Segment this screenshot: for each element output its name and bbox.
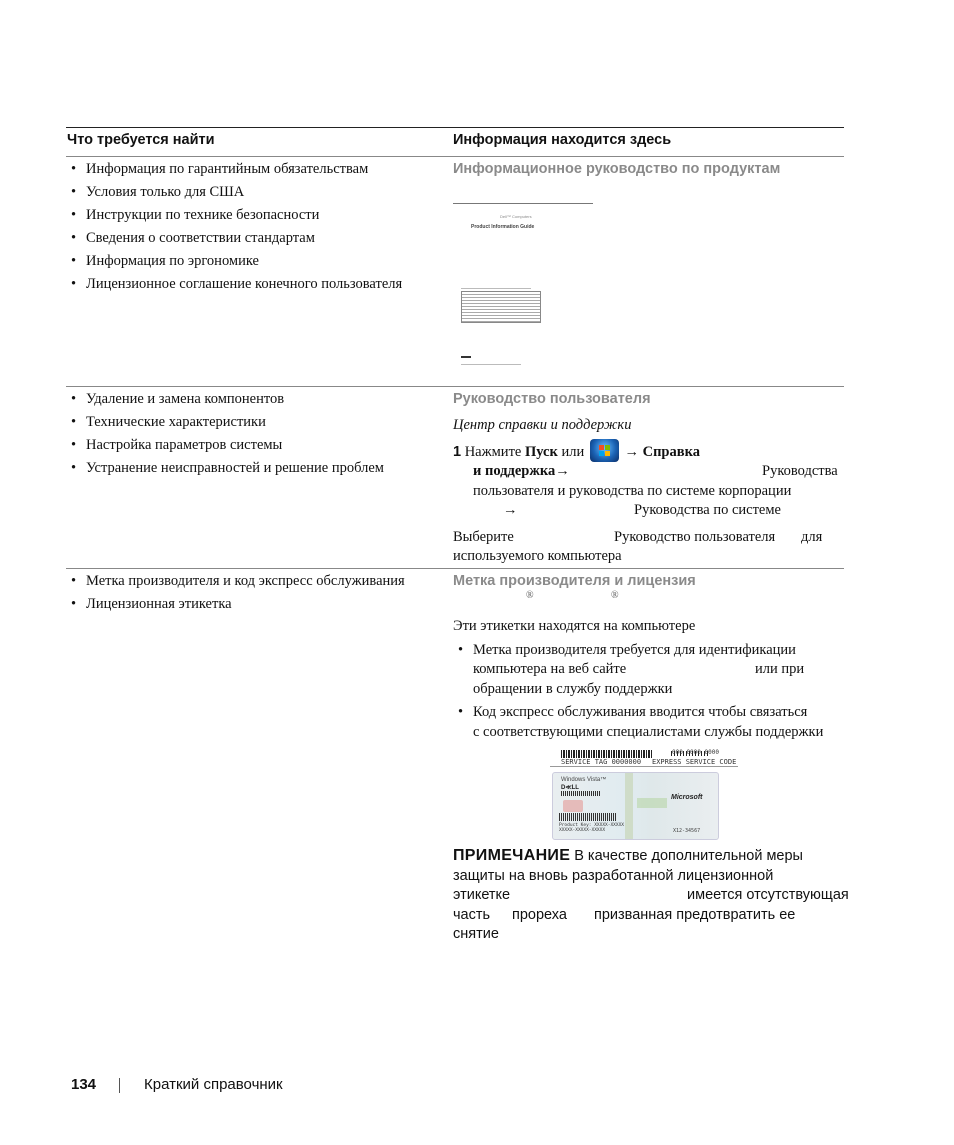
help-center-subtitle: Центр справки и поддержки: [453, 417, 632, 433]
step-1: 1 Нажмите Пуск или → Справка: [453, 439, 844, 463]
guide-brand: Dell™ Computers: [500, 214, 532, 219]
list-item: • Инструкции по технике безопасности: [66, 204, 438, 227]
list-item: • Метка производителя и код экспресс обслуживания: [66, 570, 438, 593]
list-item: • Настройка параметров системы: [66, 434, 438, 457]
product-info-guide-title: Информационное руководство по продуктам: [453, 161, 781, 177]
list-item: • Код экспресс обслуживания вводится чтобы связаться с соответствующими специалистами службы поддержки: [453, 703, 844, 742]
barcode-icon: [559, 813, 617, 821]
note-block: ПРИМЕЧАНИЕ В качестве дополнительной меры защиты на вновь разработанной лицензионной этикетке имеется отсутствующая часть прореха призванная предотвратить ее снятие: [453, 847, 849, 942]
guide-title: Product Information Guide: [471, 224, 535, 230]
list-item: • Технические характеристики: [66, 411, 438, 434]
barcode-icon: [561, 750, 653, 758]
labels-location-text: Эти этикетки находятся на компьютере: [453, 618, 696, 634]
footer-divider: [119, 1078, 120, 1093]
row1-list: [66, 158, 438, 296]
table-header: [66, 127, 844, 157]
page-footer: [71, 1076, 283, 1093]
barcode-icon: [561, 791, 601, 796]
header-where-to-find: Информация находится здесь: [453, 132, 672, 148]
list-item: • Сведения о соответствии стандартам: [66, 227, 438, 250]
list-item: • Устранение неисправностей и решение проблем: [66, 457, 438, 480]
list-item: • Метка производителя требуется для идентификации компьютера на веб сайте или при обращении в службу поддержки: [453, 641, 844, 700]
windows-start-icon[interactable]: [590, 439, 619, 462]
product-guide-image: [453, 203, 593, 376]
table-row: [66, 157, 844, 387]
list-item: • Лицензионное соглашение конечного пользователя: [66, 273, 438, 296]
user-guide-title: Руководство пользователя: [453, 391, 651, 407]
list-item: • Условия только для США: [66, 181, 438, 204]
microsoft-logo: Microsoft: [671, 794, 703, 801]
list-item: • Информация по эргономике: [66, 250, 438, 273]
row3-bullets: [453, 641, 844, 743]
page-number: 134: [71, 1076, 97, 1093]
service-tag-label: 000 0000 0000 SERVICE TAG 0000000 EXPRESS SERVICE CODE: [550, 750, 738, 767]
step-1-cont: и поддержка→ Руководства: [473, 463, 838, 479]
table-row: • Удаление и замена компонентов • Технические характеристики • Настройка параметров системы • Устранение неисправностей и решение проблем Руководство пользователя Центр справки и поддержки 1 Нажмите Пуск или → Справка и поддержка→ Руководства пользователя и руководства по системе корпорации → Руководства по системе Выберите Руководство пользователя для используемого компьютера: [66, 387, 844, 569]
service-tag-license-title: Метка производителя и лицензия: [453, 573, 696, 589]
table-row: • Метка производителя и код экспресс обслуживания • Лицензионная этикетка Метка производителя и лицензия ® ® Эти этикетки находятся на компьютере • Метка производителя требуется для идентификации компьютера на веб сайте или при обращении в службу поддержки • Код экспресс обслуживания вводится чтобы связаться с соответствующими специалистами службы поддержки 000 0000 0000 SERVICE TAG 0000000 EXPRESS SERVICE CODE Windows Vista™ D≪LL Microsoft Product Key: XXXXX-XXXXX XXXXX-XXXXX-XXXXX X12-34567 ПРИМЕЧАНИЕ В качестве дополнительной меры защиты на вновь разработанной лицензионной этикетке имеется отсутствующая часть прореха призванная предотвратить ее снятие: [66, 569, 844, 949]
list-item: • Информация по гарантийным обязательствам: [66, 158, 438, 181]
list-item: • Удаление и замена компонентов: [66, 388, 438, 411]
note-label: ПРИМЕЧАНИЕ: [453, 847, 571, 864]
footer-title: Краткий справочник: [144, 1076, 283, 1093]
row3-list: [66, 570, 438, 616]
list-item: • Лицензионная этикетка: [66, 593, 438, 616]
info-table: [66, 127, 849, 949]
header-what-to-find: Что требуется найти: [67, 132, 215, 148]
license-label: Windows Vista™ D≪LL Microsoft Product Key: XXXXX-XXXXX XXXXX-XXXXX-XXXXX X12-34567: [552, 772, 719, 840]
row2-list: [66, 388, 438, 480]
